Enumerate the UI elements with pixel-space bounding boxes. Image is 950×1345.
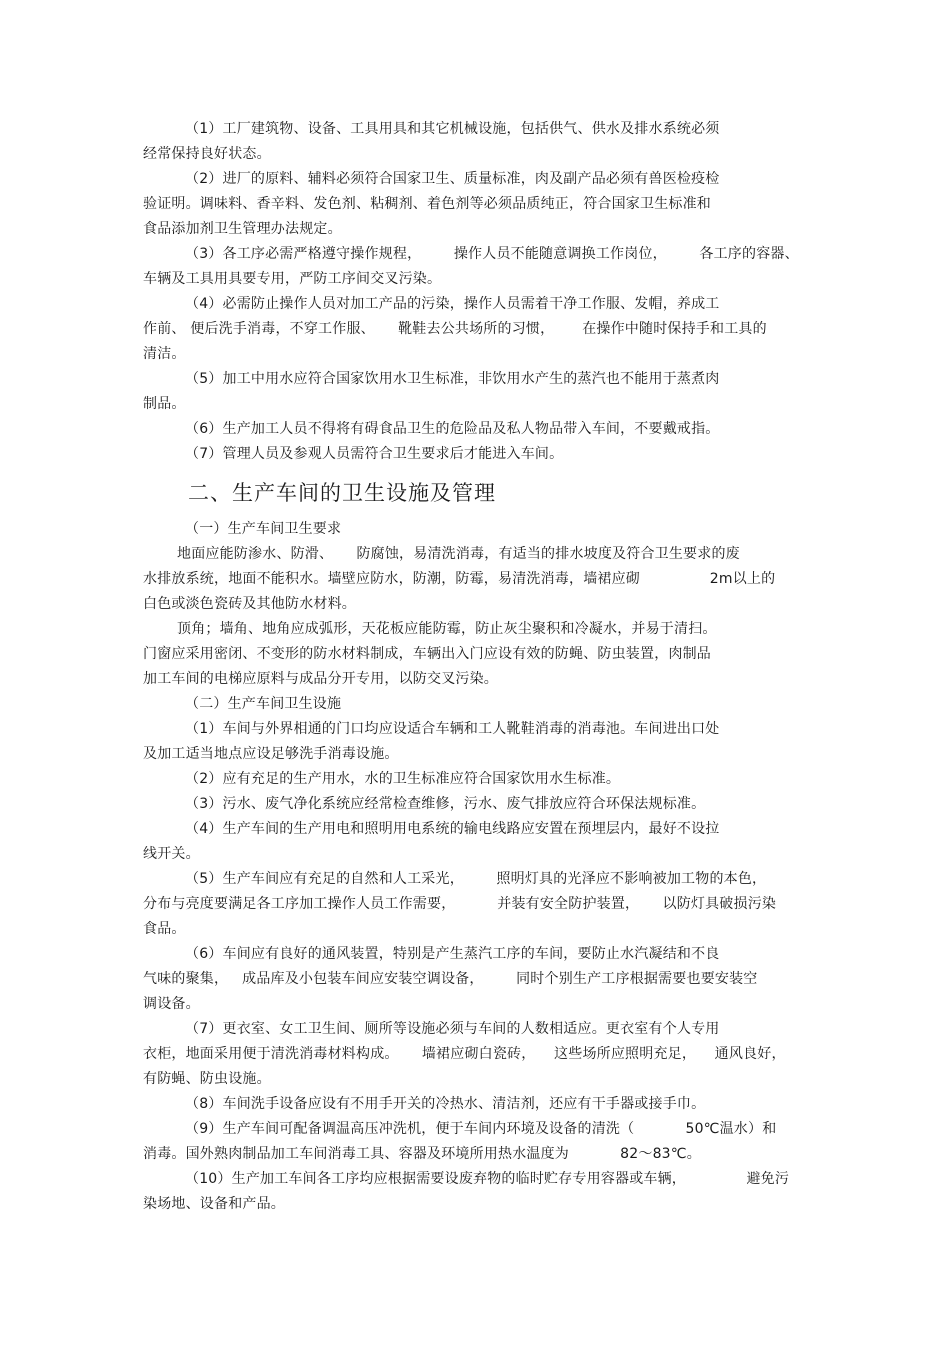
text-line: （1）工厂建筑物、设备、工具用具和其它机械设施，包括供气、供水及排水系统必须 (185, 121, 720, 137)
text-line: （9）生产车间可配备调温高压冲洗机，便于车间内环境及设备的清洗（ 50℃温水）和 (185, 1121, 777, 1137)
text-line: 有防蝇、防虫设施。 (143, 1071, 271, 1087)
text-line: （6）生产加工人员不得将有碍食品卫生的危险品及私人物品带入车间，不要戴戒指。 (185, 421, 720, 437)
text-line: 分布与亮度要满足各工序加工操作人员工作需要， 并装有安全防护装置， 以防灯具破损污染 (143, 896, 777, 912)
text-line: （3）各工序必需严格遵守操作规程， 操作人员不能随意调换工作岗位， 各工序的容器、 (185, 246, 799, 262)
text-line: （6）车间应有良好的通风装置，特别是产生蒸汽工序的车间，要防止水汽凝结和不良 (185, 946, 720, 962)
text-line: 白色或淡色瓷砖及其他防水材料。 (143, 596, 356, 612)
text-line: 调设备。 (143, 996, 200, 1012)
text-line: 气味的聚集， 成品库及小包装车间应安装空调设备， 同时个别生产工序根据需要也要安装空 (143, 971, 758, 987)
text-line: 线开关。 (143, 846, 200, 862)
text-line: 染场地、设备和产品。 (143, 1196, 285, 1212)
text-line: 车辆及工具用具要专用，严防工序间交叉污染。 (143, 271, 442, 287)
text-line: （7）更衣室、女工卫生间、厕所等设施必须与车间的人数相适应。更衣室有个人专用 (185, 1021, 720, 1037)
text-line: 制品。 (143, 396, 186, 412)
section-heading: 二、生产车间的卫生设施及管理 (188, 481, 496, 505)
text-line: （5）生产车间应有充足的自然和人工采光， 照明灯具的光泽应不影响被加工物的本色， (185, 871, 767, 887)
text-line: 清洁。 (143, 346, 186, 362)
text-line: （4）必需防止操作人员对加工产品的污染，操作人员需着干净工作服、发帽，养成工 (185, 296, 720, 312)
text-line: （3）污水、废气净化系统应经常检查维修，污水、废气排放应符合环保法规标准。 (185, 796, 706, 812)
text-line: 地面应能防渗水、防滑、 防腐蚀，易清洗消毒，有适当的排水坡度及符合卫生要求的废 (177, 546, 740, 562)
text-line: 门窗应采用密闭、不变形的防水材料制成，车辆出入门应设有效的防蝇、防虫装置，肉制品 (143, 646, 711, 662)
text-line: 经常保持良好状态。 (143, 146, 271, 162)
text-line: 食品添加剂卫生管理办法规定。 (143, 221, 342, 237)
text-line: 衣柜，地面采用便于清洗消毒材料构成。 墙裙应砌白瓷砖， 这些场所应照明充足， 通风良好， (143, 1046, 786, 1062)
subsection-title: （一）生产车间卫生要求 (185, 521, 342, 537)
text-line: 加工车间的电梯应原料与成品分开专用，以防交叉污染。 (143, 671, 498, 687)
text-line: （1）车间与外界相通的门口均应设适合车辆和工人靴鞋消毒的消毒池。车间进出口处 (185, 721, 720, 737)
text-line: 作前、 便后洗手消毒，不穿工作服、 靴鞋去公共场所的习惯， 在操作中随时保持手和工具的 (143, 321, 767, 337)
text-line: 水排放系统，地面不能积水。墙壁应防水，防潮，防霉，易清洗消毒，墙裙应砌 2m以上的 (143, 571, 776, 587)
subsection-title: （二）生产车间卫生设施 (185, 696, 342, 712)
text-line: （2）应有充足的生产用水，水的卫生标准应符合国家饮用水生标准。 (185, 771, 621, 787)
text-line: （10）生产加工车间各工序均应根据需要设废弃物的临时贮存专用容器或车辆， 避免污 (185, 1171, 790, 1187)
text-line: （5）加工中用水应符合国家饮用水卫生标准，非饮用水产生的蒸汽也不能用于蒸煮肉 (185, 371, 720, 387)
text-line: （8）车间洗手设备应设有不用手开关的冷热水、清洁剂，还应有干手器或接手巾。 (185, 1096, 706, 1112)
text-line: 食品。 (143, 921, 186, 937)
text-line: （4）生产车间的生产用电和照明用电系统的输电线路应安置在预埋层内，最好不设拉 (185, 821, 720, 837)
text-line: 及加工适当地点应设足够洗手消毒设施。 (143, 746, 399, 762)
text-line: （7）管理人员及参观人员需符合卫生要求后才能进入车间。 (185, 446, 564, 462)
text-line: （2）进厂的原料、辅料必须符合国家卫生、质量标准，肉及副产品必须有兽医检疫检 (185, 171, 720, 187)
text-line: 顶角；墙角、地角应成弧形，天花板应能防霉，防止灰尘聚积和冷凝水，并易于清扫。 (177, 621, 717, 637)
text-line: 消毒。国外熟肉制品加工车间消毒工具、容器及环境所用热水温度为 82～83℃。 (143, 1146, 701, 1162)
text-line: 验证明。调味料、香辛料、发色剂、粘稠剂、着色剂等必须品质纯正，符合国家卫生标准和 (143, 196, 711, 212)
